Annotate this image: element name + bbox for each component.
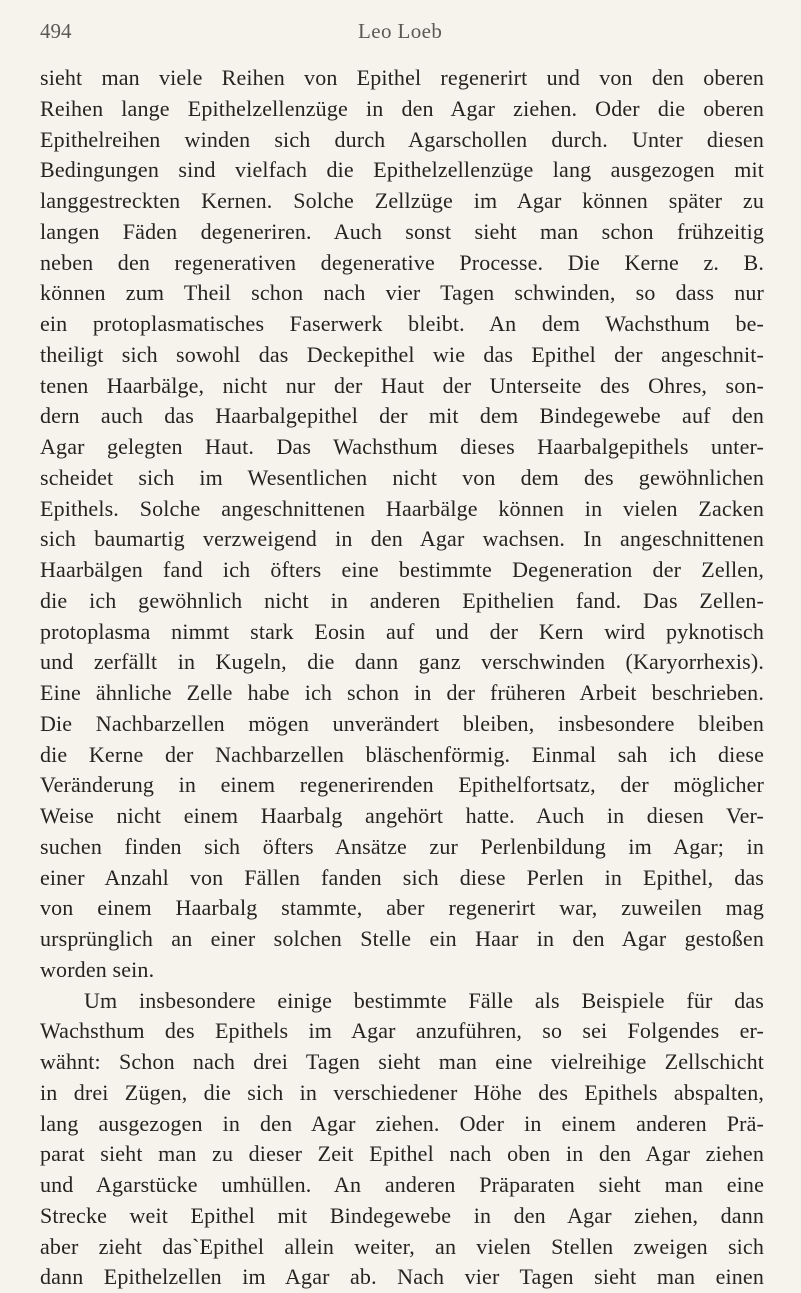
text-line: können zum Theil schon nach vier Tagen schwinden, so dass nur: [40, 280, 764, 306]
text-line: langgestreckten Kernen. Solche Zellzüge im Agar können später zu: [40, 188, 764, 213]
text-line: sieht man viele Reihen von Epithel regenerirt und von den oberen: [40, 65, 764, 90]
text-line: lang ausgezogen in den Agar ziehen. Oder in einem anderen Prä-: [40, 1110, 764, 1136]
text-line: aber zieht das`Epithel allein weiter, an vielen Stellen zweigen sich: [40, 1233, 764, 1259]
text-line: dern auch das Haarbalgepithel der mit dem Bindegewebe auf den: [40, 403, 764, 429]
text-line: und zerfällt in Kugeln, die dann ganz verschwinden (Karyorrhexis).: [40, 649, 764, 675]
text-line: Wachsthum des Epithels im Agar anzuführen, so sei Folgendes er-: [40, 1018, 764, 1044]
text-line: tenen Haarbälge, nicht nur der Haut der Unterseite des Ohres, son-: [40, 372, 764, 398]
text-line: die Kerne der Nachbarzellen bläschenförmig. Einmal sah ich diese: [40, 741, 764, 767]
text-line: Eine ähnliche Zelle habe ich schon in der früheren Arbeit beschrieben.: [40, 680, 764, 705]
text-line: Agar gelegten Haut. Das Wachsthum dieses Haarbalgepithels unter-: [40, 434, 764, 459]
text-line: Veränderung in einem regenerirenden Epithelfortsatz, der möglicher: [40, 772, 764, 798]
text-line: theiligt sich sowohl das Deckepithel wie das Epithel der angeschnit-: [40, 341, 764, 367]
text-line: Reihen lange Epithelzellenzüge in den Agar ziehen. Oder die oberen: [40, 95, 764, 121]
text-line: Haarbälgen fand ich öfters eine bestimmte Degeneration der Zellen,: [40, 557, 764, 582]
text-line: Die Nachbarzellen mögen unverändert bleiben, insbesondere bleiben: [40, 710, 764, 736]
text-line: von einem Haarbalg stammte, aber regenerirt war, zuweilen mag: [40, 895, 764, 921]
text-line: Strecke weit Epithel mit Bindegewebe in den Agar ziehen, dann: [40, 1202, 764, 1228]
text-line: ein protoplasmatisches Faserwerk bleibt. An dem Wachsthum be-: [40, 311, 764, 336]
text-line: Epithelreihen winden sich durch Agarschollen durch. Unter diesen: [40, 126, 764, 152]
text-line: Weise nicht einem Haarbalg angehört hatte. Auch in diesen Ver-: [40, 803, 764, 828]
body-text: [40, 63, 764, 1293]
text-line: Epithels. Solche angeschnittenen Haarbälge können in vielen Zacken: [40, 495, 764, 521]
text-line: parat sieht man zu dieser Zeit Epithel nach oben in den Agar ziehen: [40, 1141, 764, 1167]
text-line: in drei Zügen, die sich in verschiedener Höhe des Epithels abspalten,: [40, 1079, 764, 1105]
text-line: dann Epithelzellen im Agar ab. Nach vier Tagen sieht man einen: [40, 1264, 764, 1290]
text-line: protoplasma nimmt stark Eosin auf und der Kern wird pyknotisch: [40, 618, 764, 644]
text-line: langen Fäden degeneriren. Auch sonst sieht man schon frühzeitig: [40, 218, 764, 244]
text-line: sich baumartig verzweigend in den Agar wachsen. In angeschnittenen: [40, 526, 764, 552]
text-line: scheidet sich im Wesentlichen nicht von dem des gewöhnlichen: [40, 464, 764, 490]
paragraph-end-line: worden sein.: [40, 956, 155, 982]
page-number: 494: [40, 19, 72, 43]
paragraph-start-line: Um insbesondere einige bestimmte Fälle als Beispiele für das: [84, 987, 764, 1013]
running-head: [40, 16, 762, 46]
text-line: ursprünglich an einer solchen Stelle ein Haar in den Agar gestoßen: [40, 926, 764, 951]
text-line: die ich gewöhnlich nicht in anderen Epithelien fand. Das Zellen-: [40, 587, 764, 613]
text-line: und Agarstücke umhüllen. An anderen Präparaten sieht man eine: [40, 1172, 764, 1197]
text-line: neben den regenerativen degenerative Processe. Die Kerne z. B.: [40, 249, 764, 275]
text-line: einer Anzahl von Fällen fanden sich diese Perlen in Epithel, das: [40, 864, 764, 890]
text-line: suchen finden sich öfters Ansätze zur Perlenbildung im Agar; in: [40, 833, 764, 859]
author-header: Leo Loeb: [358, 19, 443, 43]
text-line: wähnt: Schon nach drei Tagen sieht man eine vielreihige Zellschicht: [40, 1049, 764, 1074]
text-line: Bedingungen sind vielfach die Epithelzellenzüge lang ausgezogen mit: [40, 157, 764, 183]
